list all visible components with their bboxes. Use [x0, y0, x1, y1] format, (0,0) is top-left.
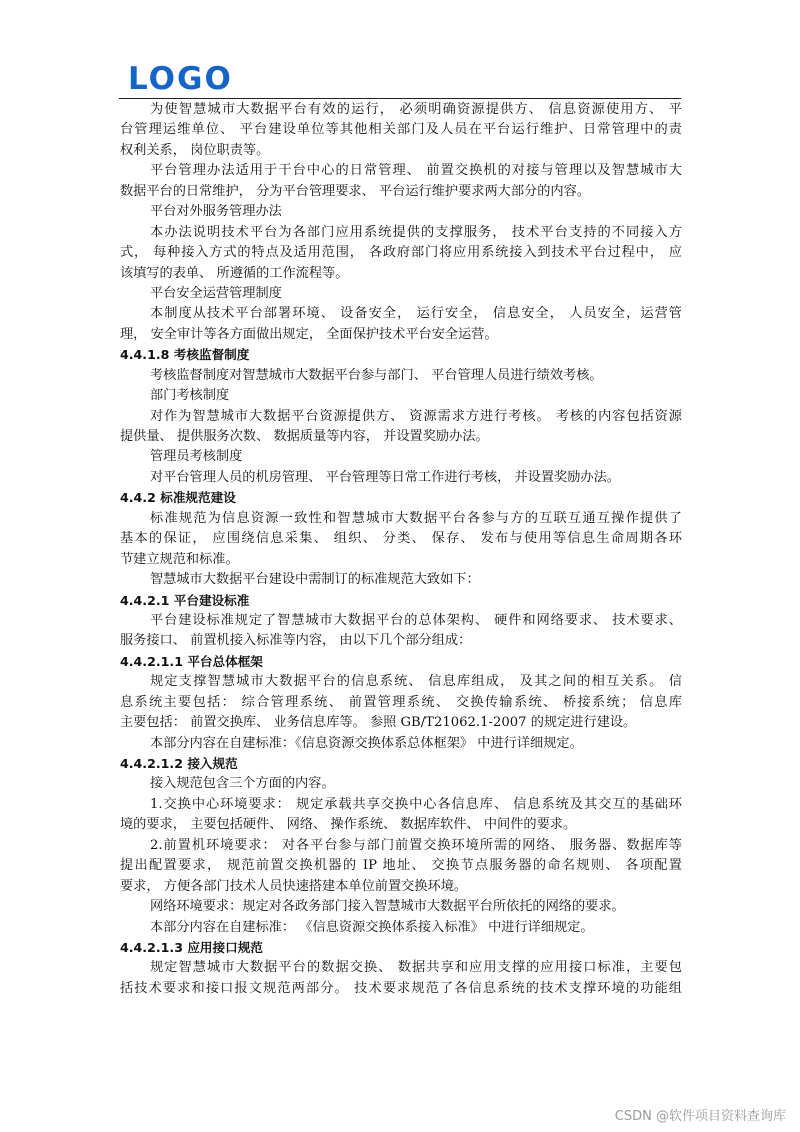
text-line: 境的要求， 主要包括硬件、 网络、 操作系统、 数据库软件、 中间件的要求。: [120, 817, 577, 833]
text-line: 2.前置机环境要求： 对各平台参与部门前置交换环境所需的网络、 服务器、数据库等: [150, 837, 682, 853]
text-line: 接入规范包含三个方面的内容。: [150, 776, 335, 792]
text-line: 节建立规范和标准。: [120, 551, 239, 567]
text-line: 本部分内容在自建标准：《信息资源交换体系总体框架》 中进行详细规定。: [150, 735, 583, 751]
text-line: 平台管理办法适用于干台中心的日常管理、 前置交换机的对接与管理以及智慧城市大: [150, 163, 682, 179]
text-line: 规定支撑智慧城市大数据平台的信息系统、 信息库组成， 及其之间的相互关系。 信: [150, 674, 682, 690]
text-line: 基本的保证， 应围绕信息采集、 组织、 分类、 保存、 发布与使用等信息生命周期各环: [120, 531, 682, 547]
text-line: 服务接口、 前置机接入标准等内容， 由以下几个部分组成：: [120, 633, 472, 649]
text-line: 管理员考核制度: [150, 449, 243, 465]
text-line: 平台安全运营管理制度: [150, 285, 282, 301]
section-heading: 4.4.2.1 平台建设标准: [120, 592, 250, 608]
text-line: 数据平台的日常维护， 分为平台管理要求、 平台运行维护要求两大部分的内容。: [120, 183, 590, 199]
watermark: CSDN @软件项目资料查询库: [614, 1109, 786, 1124]
text-line: 平台对外服务管理办法: [150, 204, 282, 220]
text-line: 对平台管理人员的机房管理、 平台管理等日常工作进行考核， 并设置奖励办法。: [150, 469, 620, 485]
text-line: 主要包括： 前置交换库、 业务信息库等。 参照 GB/T21062.1-2007 的规定进行建设。: [120, 715, 637, 731]
text-line: 提出配置要求， 规范前置交换机器的 IP 地址、 交换节点服务器的命名规则、 各项配置: [120, 858, 682, 874]
text-line: 要求， 方便各部门技术人员快速搭建本单位前置交换环境。: [120, 878, 468, 894]
header-divider: [119, 98, 681, 99]
text-line: 为使智慧城市大数据平台有效的运行， 必须明确资源提供方、 信息资源使用方、 平: [150, 102, 682, 117]
text-line: 台管理运维单位、 平台建设单位等其他相关部门及人员在平台运行维护、日常管理中的责: [120, 122, 682, 138]
section-heading: 4.4.2.1.2 接入规范: [120, 756, 238, 771]
text-line: 本办法说明技术平台为各部门应用系统提供的支撑服务， 技术平台支持的不同接入方: [150, 224, 682, 240]
text-line: 1.交换中心环境要求： 规定承载共享交换中心各信息库、 信息系统及其交互的基础环: [150, 796, 682, 812]
section-heading: 4.4.2.1.1 平台总体框架: [120, 653, 263, 669]
section-heading: 4.4.2 标准规范建设: [120, 490, 236, 506]
text-line: 网络环境要求：规定对各政务部门接入智慧城市大数据平台所依托的网络的要求。: [150, 899, 625, 915]
text-line: 对作为智慧城市大数据平台资源提供方、 资源需求方进行考核。 考核的内容包括资源: [150, 408, 682, 424]
text-line: 标准规范为信息资源一致性和智慧城市大数据平台各参与方的互联互通互操作提供了: [150, 510, 682, 526]
text-line: 本部分内容在自建标准： 《信息资源交换体系接入标准》 中进行详细规定。: [150, 919, 594, 935]
text-line: 本制度从技术平台部署环境、 设备安全， 运行安全， 信息安全， 人员安全，运营管: [150, 306, 682, 322]
document-body: [120, 100, 682, 999]
text-line: 息系统主要包括： 综合管理系统、 前置管理系统、 交换传输系统、 桥接系统； 信息库: [120, 694, 682, 710]
text-line: 平台建设标准规定了智慧城市大数据平台的总体架构、 硬件和网络要求、 技术要求、: [150, 612, 682, 628]
text-line: 智慧城市大数据平台建设中需制订的标准规范大致如下：: [150, 572, 480, 588]
section-heading: 4.4.2.1.3 应用接口规范: [120, 939, 263, 955]
text-line: 提供量、 提供服务次数、 数据质量等内容， 并设置奖励办法。: [120, 429, 489, 444]
text-line: 理， 安全审计等各方面做出规定， 全面保护技术平台安全运营。: [120, 326, 498, 342]
text-line: 权利关系， 岗位职责等。: [120, 142, 270, 158]
text-line: 考核监督制度对智慧城市大数据平台参与部门、 平台管理人员进行绩效考核。: [150, 367, 603, 383]
text-line: 括技术要求和接口报文规范两部分。 技术要求规范了各信息系统的技术支撑环境的功能组: [120, 980, 682, 996]
text-line: 规定智慧城市大数据平台的数据交换、 数据共享和应用支撑的应用接口标准，主要包: [150, 960, 682, 976]
section-heading: 4.4.1.8 考核监督制度: [120, 347, 250, 363]
text-line: 该填写的表单、 所遵循的工作流程等。: [120, 265, 349, 281]
logo: LOGO: [128, 61, 233, 97]
text-line: 部门考核制度: [150, 388, 230, 404]
text-line: 式， 每种接入方式的特点及适用范围， 各政府部门将应用系统接入到技术平台过程中， 应: [120, 245, 682, 261]
